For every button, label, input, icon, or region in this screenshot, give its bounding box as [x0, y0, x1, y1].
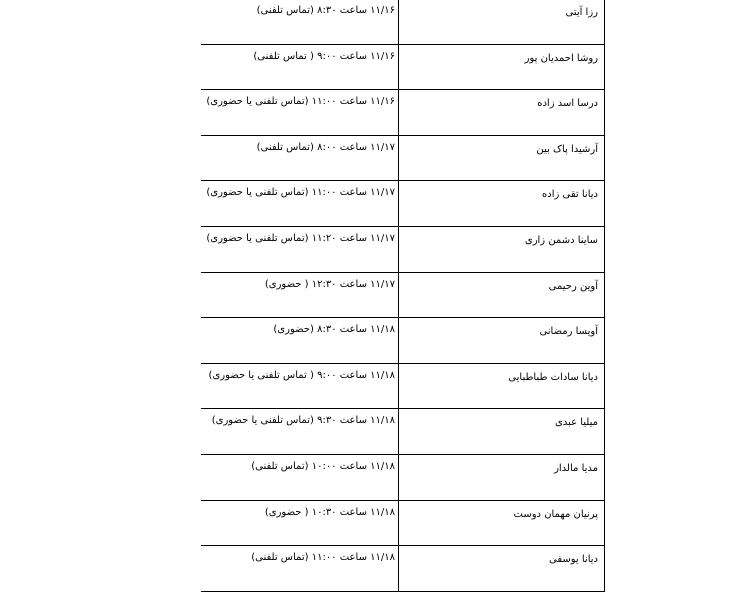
student-name-text: آرشیدا پاک بین	[536, 143, 598, 155]
table-row	[201, 363, 605, 409]
appointment-time-cell	[201, 409, 399, 455]
appointment-time-cell	[201, 363, 399, 409]
student-name-cell	[399, 454, 605, 500]
schedule-table-body	[201, 0, 605, 591]
student-name-cell	[399, 272, 605, 318]
appointment-time-cell	[201, 181, 399, 227]
appointment-time-cell	[201, 272, 399, 318]
appointment-time-cell	[201, 90, 399, 136]
student-name-cell	[399, 44, 605, 90]
table-row	[201, 0, 605, 44]
schedule-table	[201, 0, 605, 592]
student-name-cell	[399, 318, 605, 364]
appointment-time-text: ۱۱/۱۸ ساعت ۱۰:۳۰ ( حضوری)	[264, 506, 395, 518]
appointment-time-cell	[201, 135, 399, 181]
student-name-cell	[399, 226, 605, 272]
student-name-text: پرنیان مهمان دوست	[513, 508, 598, 520]
appointment-time-text: ۱۱/۱۸ ساعت ۹:۰۰ ( تماس تلفنی یا حضوری)	[208, 369, 395, 381]
table-row	[201, 272, 605, 318]
student-name-text: میلیا عبدی	[555, 417, 598, 429]
student-name-text: آوین رحیمی	[548, 280, 598, 292]
student-name-text: دیانا تقی زاده	[542, 189, 598, 201]
student-name-text: آویسا رمضانی	[539, 326, 598, 338]
appointment-time-cell	[201, 44, 399, 90]
student-name-text: رزا آیتی	[565, 7, 598, 18]
appointment-time-text: ۱۱/۱۷ ساعت ۱۱:۰۰ (تماس تلفنی یا حضوری)	[206, 187, 395, 199]
table-row	[201, 90, 605, 136]
table-row	[201, 454, 605, 500]
appointment-time-cell	[201, 500, 399, 546]
appointment-time-cell	[201, 226, 399, 272]
appointment-time-cell	[201, 318, 399, 364]
appointment-time-text: ۱۱/۱۶ ساعت ۸:۳۰ (تماس تلفنی)	[256, 5, 395, 16]
student-name-cell	[399, 181, 605, 227]
table-row	[201, 226, 605, 272]
appointment-time-text: ۱۱/۱۶ ساعت ۹:۰۰ ( تماس تلفنی)	[253, 50, 395, 62]
table-row	[201, 318, 605, 364]
appointment-time-text: ۱۱/۱۸ ساعت ۹:۳۰ (تماس تلفنی یا حضوری)	[211, 415, 395, 427]
appointment-time-text: ۱۱/۱۶ ساعت ۱۱:۰۰ (تماس تلفنی یا حضوری)	[206, 96, 395, 108]
appointment-time-text: ۱۱/۱۷ ساعت ۱۱:۲۰ (تماس تلفنی یا حضوری)	[206, 232, 395, 244]
student-name-cell	[399, 363, 605, 409]
student-name-cell	[399, 90, 605, 136]
student-name-cell	[399, 0, 605, 44]
student-name-cell	[399, 546, 605, 592]
student-name-text: روشا احمدیان پور	[524, 52, 598, 64]
appointment-time-cell	[201, 454, 399, 500]
appointment-time-cell	[201, 546, 399, 592]
student-name-cell	[399, 409, 605, 455]
student-name-text: درسا اسد زاده	[537, 98, 598, 110]
student-name-cell	[399, 500, 605, 546]
appointment-time-text: ۱۱/۱۸ ساعت ۱۱:۰۰ (تماس تلفنی)	[251, 552, 395, 564]
student-name-text: دیانا یوسفی	[548, 554, 598, 566]
table-row	[201, 546, 605, 592]
table-row	[201, 409, 605, 455]
student-name-text: دیانا سادات طباطبایی	[508, 371, 598, 383]
appointment-time-cell	[201, 0, 399, 44]
table-row	[201, 135, 605, 181]
student-name-text: مدیا مالدار	[554, 462, 598, 474]
appointment-time-text: ۱۱/۱۸ ساعت ۸:۳۰ (حضوری)	[273, 324, 395, 336]
appointment-time-text: ۱۱/۱۷ ساعت ۱۲:۳۰ ( حضوری)	[264, 278, 395, 290]
student-name-cell	[399, 135, 605, 181]
table-row	[201, 44, 605, 90]
student-name-text: ساینا دشمن زاری	[524, 234, 598, 246]
appointment-time-text: ۱۱/۱۷ ساعت ۸:۰۰ (تماس تلفنی)	[256, 141, 395, 153]
appointment-time-text: ۱۱/۱۸ ساعت ۱۰:۰۰ (تماس تلفنی)	[251, 460, 395, 472]
table-row	[201, 500, 605, 546]
table-row	[201, 181, 605, 227]
